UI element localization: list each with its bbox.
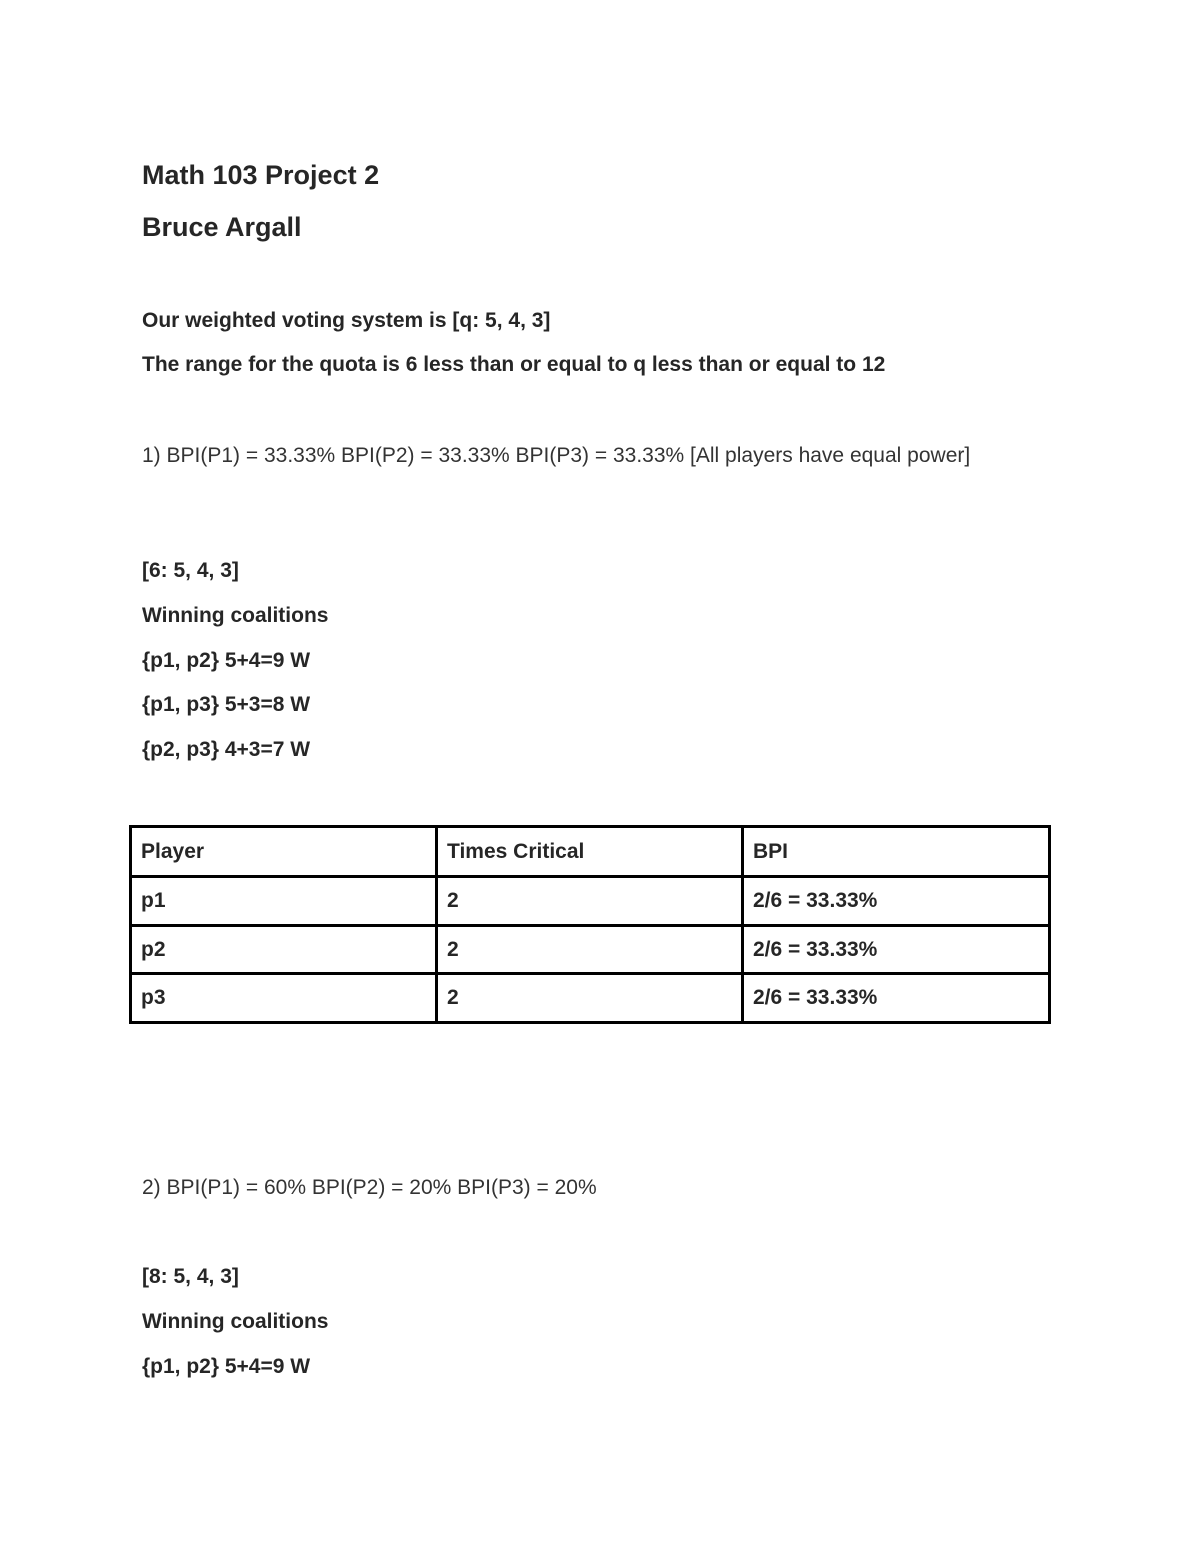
table-row: [131, 974, 1050, 1023]
part1-system: [6: 5, 4, 3]: [142, 559, 239, 582]
table-cell-player: p1: [131, 877, 437, 926]
part2-system: [8: 5, 4, 3]: [142, 1265, 239, 1288]
part2-bpi-summary: 2) BPI(P1) = 60% BPI(P2) = 20% BPI(P3) = 20%: [142, 1176, 597, 1199]
part2-coalitions-heading: Winning coalitions: [142, 1310, 329, 1333]
table-header-cell: Times Critical: [437, 827, 743, 877]
table-cell-bpi: 2/6 = 33.33%: [743, 926, 1050, 974]
table-cell-player: p2: [131, 926, 437, 974]
part1-coalitions-heading: Winning coalitions: [142, 604, 329, 627]
part1-bpi-summary: 1) BPI(P1) = 33.33% BPI(P2) = 33.33% BPI(P3) = 33.33% [All players have equal power]: [142, 444, 971, 467]
table-cell-times-critical: 2: [437, 926, 743, 974]
table-cell-bpi: 2/6 = 33.33%: [743, 974, 1050, 1023]
coalition-item: {p1, p3} 5+3=8 W: [142, 693, 311, 716]
voting-system-statement: Our weighted voting system is [q: 5, 4, 3]: [142, 309, 551, 332]
document-title: Math 103 Project 2: [142, 160, 380, 190]
table-header-cell: BPI: [743, 827, 1050, 877]
table-cell-bpi: 2/6 = 33.33%: [743, 877, 1050, 926]
table-cell-times-critical: 2: [437, 974, 743, 1023]
author-name: Bruce Argall: [142, 212, 302, 242]
coalition-item: {p1, p2} 5+4=9 W: [142, 649, 311, 672]
coalition-item: {p1, p2} 5+4=9 W: [142, 1355, 311, 1378]
quota-range-statement: The range for the quota is 6 less than or equal to q less than or equal to 12: [142, 353, 886, 376]
table-cell-times-critical: 2: [437, 877, 743, 926]
table-row: [131, 877, 1050, 926]
bpi-table: [129, 825, 1051, 1024]
table-header-row: [131, 827, 1050, 877]
table-cell-player: p3: [131, 974, 437, 1023]
table-row: [131, 926, 1050, 974]
coalition-item: {p2, p3} 4+3=7 W: [142, 738, 311, 761]
table-header-cell: Player: [131, 827, 437, 877]
